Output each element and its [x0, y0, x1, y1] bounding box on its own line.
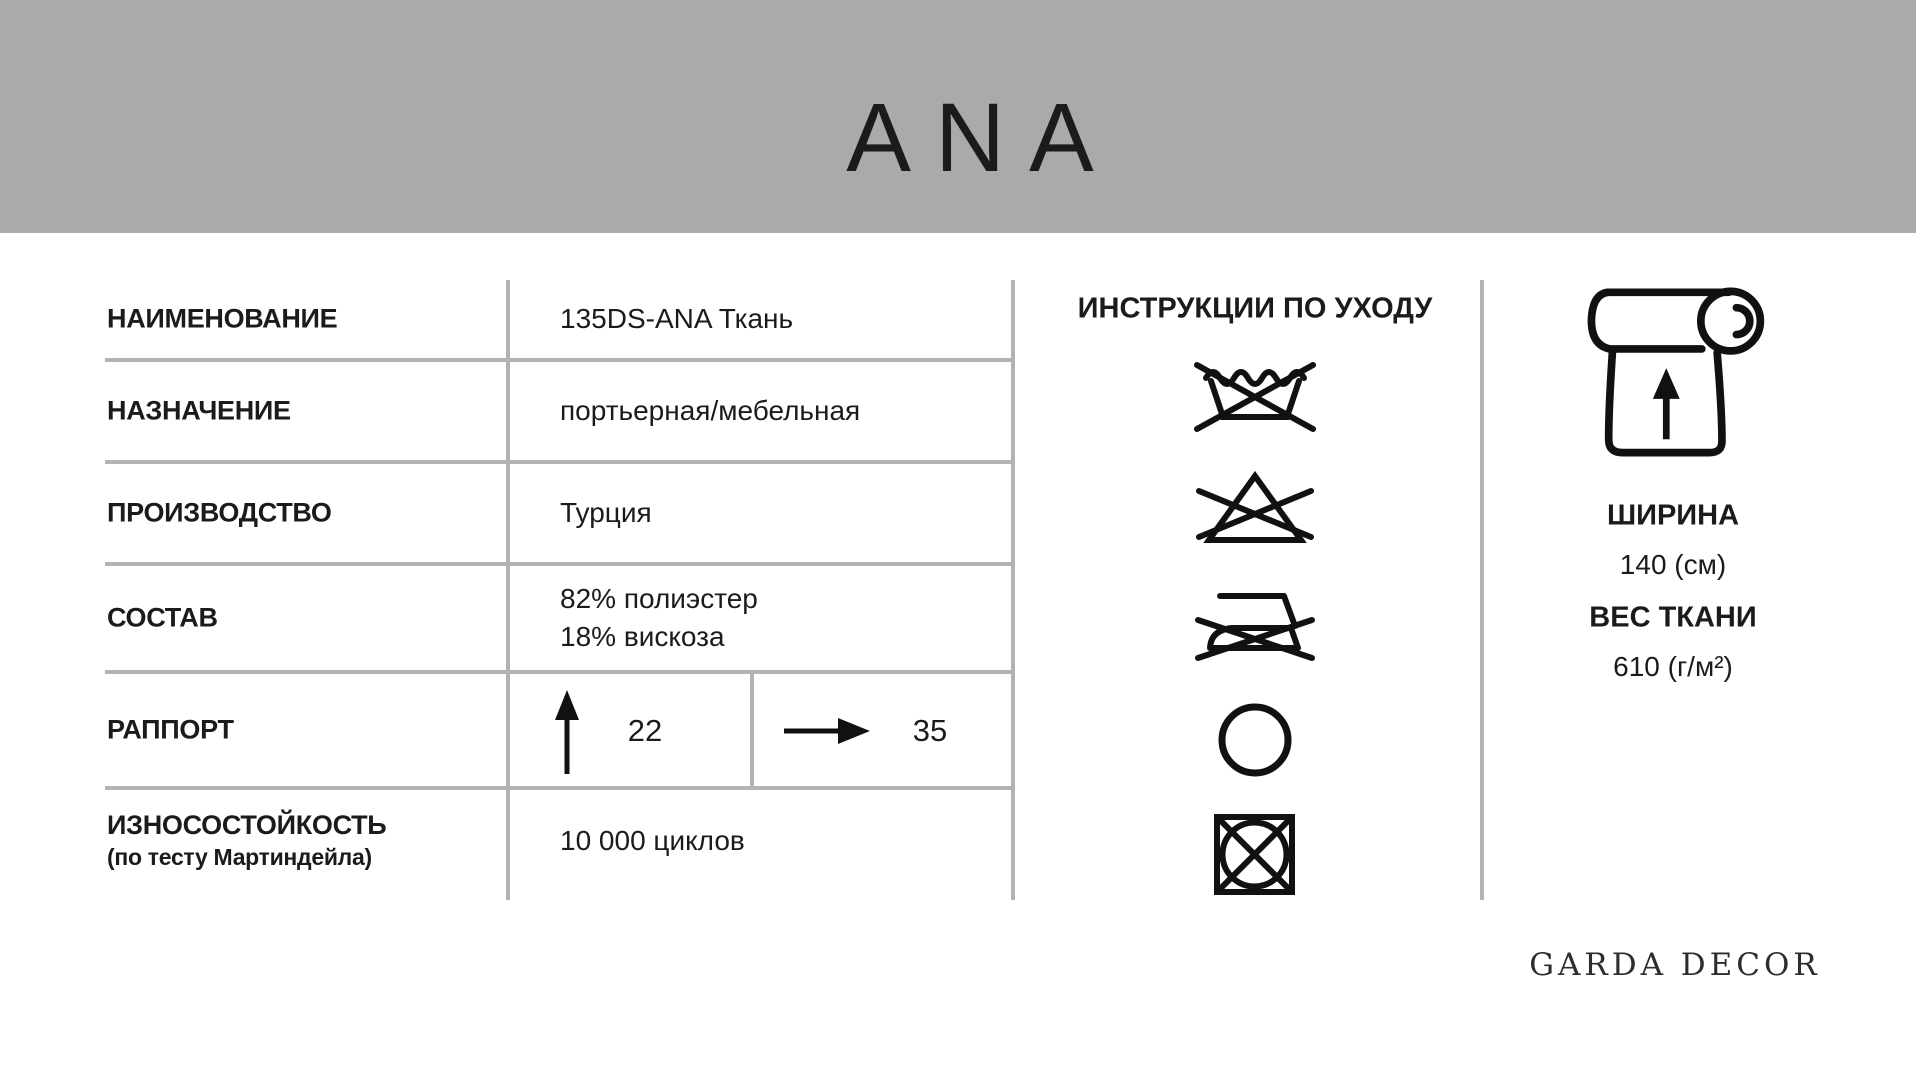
spec-value-purpose: портьерная/мебельная: [560, 395, 861, 426]
spec-value-composition: [560, 580, 758, 656]
row-separator: [105, 460, 1015, 464]
width-value: 140 (см): [1619, 549, 1727, 580]
repeat-cell-divider: [750, 672, 754, 788]
weight-value: 610 (г/м²): [1613, 651, 1733, 682]
horizontal-repeat-value: 35: [912, 713, 948, 748]
spec-label-purpose: НАЗНАЧЕНИЕ: [107, 395, 291, 426]
brand-logo: GARDA DECOR: [1529, 947, 1821, 983]
row-separator: [105, 358, 1015, 362]
vertical-repeat-arrow-icon: [548, 688, 586, 776]
do-not-tumble-dry-icon: [1212, 812, 1297, 897]
row-separator: [105, 786, 1015, 790]
spec-label-name: НАИМЕНОВАНИЕ: [107, 303, 338, 334]
fabric-title: ANA: [846, 83, 1118, 192]
composition-line-1: 82% полиэстер: [560, 583, 758, 614]
spec-label-composition: СОСТАВ: [107, 602, 218, 633]
horizontal-repeat-arrow-icon: [782, 713, 872, 749]
durability-label-note: (по тесту Мартиндейла): [107, 844, 372, 870]
column-divider: [506, 280, 510, 900]
composition-line-2: 18% вискоза: [560, 621, 725, 652]
do-not-iron-icon: [1194, 586, 1316, 664]
durability-label: ИЗНОСОСТОЙКОСТЬ: [107, 810, 387, 840]
spec-label-repeat: РАППОРТ: [107, 714, 234, 745]
care-instructions-title: ИНСТРУКЦИИ ПО УХОДУ: [1077, 292, 1433, 325]
fabric-roll-direction-icon: [1577, 276, 1769, 468]
vertical-repeat-value: 22: [627, 713, 663, 748]
spec-table: [105, 280, 1015, 900]
spec-value-durability: 10 000 циклов: [560, 825, 745, 856]
spec-value-production: Турция: [560, 497, 652, 528]
width-label: ШИРИНА: [1606, 499, 1740, 532]
spec-label-durability: [107, 808, 386, 872]
section-divider: [1480, 280, 1484, 900]
spec-value-name: 135DS-ANA Ткань: [560, 303, 794, 334]
row-separator: [105, 670, 1015, 674]
do-not-wash-icon: [1190, 352, 1320, 436]
row-separator: [105, 562, 1015, 566]
spec-label-production: ПРОИЗВОДСТВО: [107, 497, 332, 528]
weight-label: ВЕС ТКАНИ: [1589, 601, 1757, 634]
do-not-bleach-icon: [1195, 468, 1315, 550]
dry-clean-icon: [1217, 702, 1293, 778]
header-band: [0, 0, 1916, 233]
table-right-border: [1011, 280, 1015, 900]
